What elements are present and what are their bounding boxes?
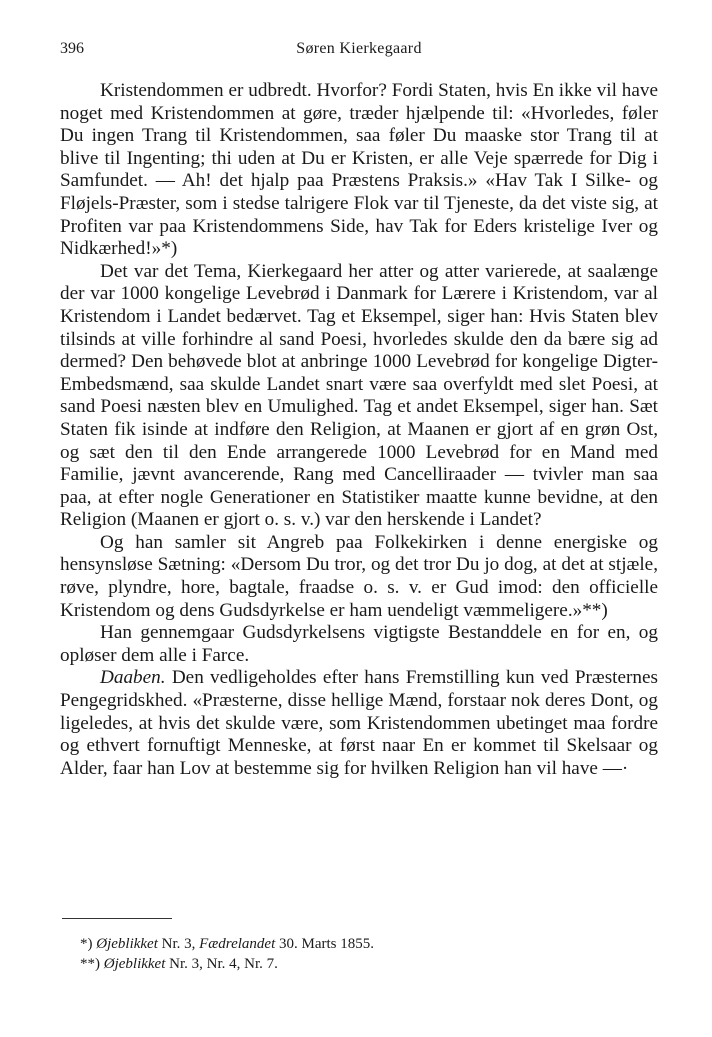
footnote [60, 934, 658, 954]
footnote-source: Øjeblikket [96, 936, 158, 952]
paragraph [60, 667, 658, 780]
footnote-marker: *) [80, 936, 93, 952]
footnote-text: 30. Marts 1855. [275, 936, 374, 952]
page-header [60, 40, 658, 64]
paragraph-text: Den vedligeholdes efter hans Fremstilling kun ved Præsternes Pengegridskhed. «Præsterne, disse hellige Mænd, forstaar nok deres Dont, og ligeledes, at hvis det skulde være, som Kristendommen ubetinget maa fordre og ethvert fornuftigt Menneske, at først naar En er kommet til Skelsaar og Alder, faar han Lov at bestemme sig for hvilken Religion han vil have —· [60, 667, 658, 779]
paragraph: Og han samler sit Angreb paa Folkekirken i denne energiske og hensynsløse Sætning: «Dersom Du tror, og det tror Du jo dog, at det at stjæle, røve, plyndre, hore, bagtale, fraadse o. s. v. er Gud imod: den officielle Kristendom og dens Gudsdyrkelse er ham uendeligt væmmeligere.»**) [60, 531, 658, 621]
paragraph: Kristendommen er udbredt. Hvorfor? Fordi Staten, hvis En ikke vil have noget med Kristendommen at gøre, træder hjælpende til: «Hvorledes, føler Du ingen Trang til Kristendommen, saa føler Du maaske stor Trang til at blive til Ingenting; thi uden at Du er Kristen, er alle Veje spærrede for Dig i Samfundet. — Ah! det hjalp paa Præstens Praksis.» «Hav Tak I Silke- og Fløjels-Præster, som i stedse talrigere Flok var til Tjeneste, da det viste sig, at Profiten var paa Kristendommens Side, hav Tak for Eders kristelige Iver og Nidkærhed!»*) [60, 80, 658, 260]
footnote-divider [62, 918, 172, 919]
paragraph-lead-word: Daaben. [100, 667, 166, 689]
footnote-source: Fædrelandet [199, 936, 276, 952]
body-text [60, 80, 658, 780]
paragraph: Han gennemgaar Gudsdyrkelsens vigtigste Bestanddele en for en, og opløser dem alle i Farce. [60, 622, 658, 666]
footnote-source: Øjeblikket [103, 956, 166, 972]
footnote-marker: **) [80, 956, 100, 972]
footnote-text: Nr. 3, Nr. 4, Nr. 7. [165, 956, 278, 972]
footnote [60, 954, 658, 974]
paragraph: Det var det Tema, Kierkegaard her atter og atter varierede, at saalænge der var 1000 kongelige Levebrød i Danmark for Lærere i Kristendom, var al Kristendom i Landet bedærvet. Tag et Eksempel, siger han: Hvis Staten blev tilsinds at ville forhindre al sand Poesi, hvorledes skulde den da bære sig ad dermed? Den behøvede blot at anbringe 1000 Levebrød for kongelige Digter-Embedsmænd, saa skulde Landet snart være saa overfyldt med slet Poesi, at sand Poesi næsten blev en Umulighed. Tag et andet Eksempel, siger han. Sæt Staten fik isinde at indføre den Religion, at Maanen er gjort af en grøn Ost, og sæt den til den Ende arrangerede 1000 Levebrød for en Mand med Familie, jævnt avancerende, Rang med Cancelliraader — tvivler man saa paa, at efter nogle Generationer en Statistiker maatte kunne bevidne, at den Religion (Maanen er gjort o. s. v.) var den herskende i Landet? [60, 260, 658, 531]
footnote-text: Nr. 3, [157, 936, 200, 952]
footnotes [60, 934, 658, 974]
page-number: 396 [60, 40, 84, 57]
running-title: Søren Kierkegaard [296, 40, 422, 57]
